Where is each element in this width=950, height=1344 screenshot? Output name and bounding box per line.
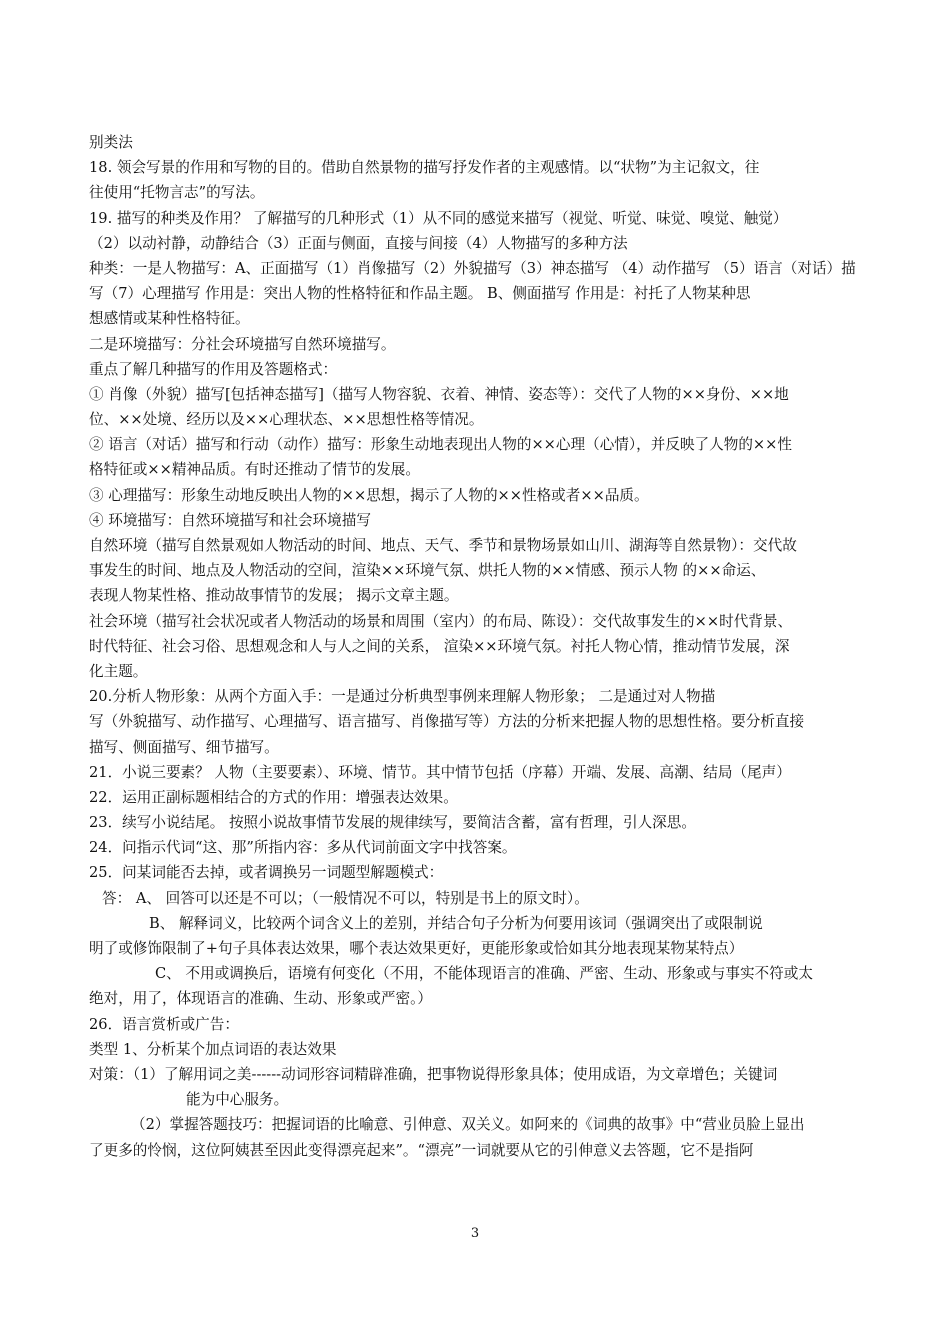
text-line: 表现人物某性格、推动故事情节的发展； 揭示文章主题。 xyxy=(89,587,459,605)
text-line: 26．语言赏析或广告： xyxy=(89,1015,239,1033)
text-line: 21．小说三要素？ 人物（主要要素）、环境、情节。其中情节包括（序幕）开端、发展、高潮、结局（尾声） xyxy=(89,763,791,781)
text-line: 种类：一是人物描写：A、正面描写（1）肖像描写（2）外貌描写（3）神态描写 （4）动作描写 （5）语言（对话）描 xyxy=(89,259,856,277)
text-line: 往使用“托物言志”的写法。 xyxy=(89,184,265,202)
text-line: 23．续写小说结尾。 按照小说故事情节发展的规律续写，要简洁含蓄，富有哲理，引人深思。 xyxy=(89,814,696,832)
text-line: 重点了解几种描写的作用及答题格式： xyxy=(89,360,338,378)
text-line: 绝对，用了，体现语言的准确、生动、形象或严密。） xyxy=(89,990,432,1008)
text-line: 社会环境（描写社会状况或者人物活动的场景和周围（室内）的布局、陈设）：交代故事发生的××时代背景、 xyxy=(89,612,793,630)
text-line: 写（7）心理描写 作用是：突出人物的性格特征和作品主题。 B、侧面描写 作用是：衬托了人物某种思 xyxy=(89,285,751,303)
text-line: 事发生的时间、地点及人物活动的空间，渲染××环境气氛、烘托人物的××情感、预示人物 的××命运、 xyxy=(89,562,766,580)
text-line: 19. 描写的种类及作用？ 了解描写的几种形式（1）从不同的感觉来描写（视觉、听觉、味觉、嗅觉、触觉） xyxy=(89,209,788,227)
text-line: 时代特征、社会习俗、思想观念和人与人之间的关系， 渲染××环境气氛。衬托人物心情，推动情节发展，深 xyxy=(89,637,790,655)
text-line: 25．问某词能否去掉，或者调换另一词题型解题模式： xyxy=(89,864,444,882)
text-line: 自然环境（描写自然景观如人物活动的时间、地点、天气、季节和景物场景如山川、湖海等自然景物）：交代故 xyxy=(89,537,797,554)
text-line: 了更多的怜悯，这位阿姨甚至因此变得漂亮起来”。“漂亮”一词就要从它的引伸意义去答题，它不是指阿 xyxy=(89,1141,754,1159)
text-line: B、 解释词义，比较两个词含义上的差别，并结合句子分析为何要用该词（强调突出了或限制说 xyxy=(149,914,763,932)
text-line: ③ 心理描写：形象生动地反映出人物的××思想，揭示了人物的××性格或者××品质。 xyxy=(89,486,649,504)
text-line: 描写、侧面描写、细节描写。 xyxy=(89,738,279,756)
text-line: ② 语言（对话）描写和行动（动作）描写：形象生动地表现出人物的××心理（心情），并反映了人物的××性 xyxy=(89,436,792,454)
text-line: 位、××处境、经历以及××心理状态、××思想性格等情况。 xyxy=(89,411,484,429)
text-line: C、 不用或调换后，语境有何变化（不用，不能体现语言的准确、严密、生动、形象或与事实不符或太 xyxy=(155,965,813,983)
text-line: 18. 领会写景的作用和写物的目的。借助自然景物的描写抒发作者的主观感情。以“状物”为主记叙文，往 xyxy=(89,159,760,177)
text-line: 20.分析人物形象：从两个方面入手：一是通过分析典型事例来理解人物形象； 二是通过对人物描 xyxy=(89,688,716,706)
text-line: ① 肖像（外貌）描写[包括神态描写]（描写人物容貌、衣着、神情、姿态等）：交代了人物的××身份、××地 xyxy=(89,385,789,403)
text-line: 写（外貌描写、动作描写、心理描写、语言描写、肖像描写等）方法的分析来把握人物的思想性格。要分析直接 xyxy=(89,713,805,731)
page-number: 3 xyxy=(470,1226,480,1241)
text-line: 能为中心服务。 xyxy=(186,1091,289,1109)
text-line: 二是环境描写：分社会环境描写自然环境描写。 xyxy=(89,335,396,353)
text-line: 格特征或××精神品质。有时还推动了情节的发展。 xyxy=(89,461,420,479)
text-line: 明了或修饰限制了+句子具体表达效果，哪个表达效果更好，更能形象或恰如其分地表现某物某特点） xyxy=(89,940,744,957)
text-line: ④ 环境描写：自然环境描写和社会环境描写 xyxy=(89,511,371,529)
text-line: 想感情或某种性格特征。 xyxy=(89,310,250,328)
text-line: （2）以动衬静，动静结合（3）正面与侧面，直接与间接（4）人物描写的多种方法 xyxy=(89,234,628,252)
text-line: 别类法 xyxy=(89,134,133,151)
text-line: （2）掌握答题技巧：把握词语的比喻意、引伸意、双关义。如阿来的《词典的故事》中“营业员脸上显出 xyxy=(131,1116,805,1134)
text-line: 类型 1、分析某个加点词语的表达效果 xyxy=(89,1040,337,1058)
text-line: 对策：（1）了解用词之美------动词形容词精辟准确，把事物说得形象具体；使用成语，为文章增色；关键词 xyxy=(89,1065,778,1083)
text-line: 24．问指示代词“这、那”所指内容：多从代词前面文字中找答案。 xyxy=(89,839,517,857)
text-line: 化主题。 xyxy=(89,662,148,680)
document-body xyxy=(89,130,865,1163)
text-line: 答： A、 回答可以还是不可以；（一般情况不可以，特别是书上的原文时）。 xyxy=(102,889,589,907)
text-line: 22．运用正副标题相结合的方式的作用：增强表达效果。 xyxy=(89,788,458,806)
